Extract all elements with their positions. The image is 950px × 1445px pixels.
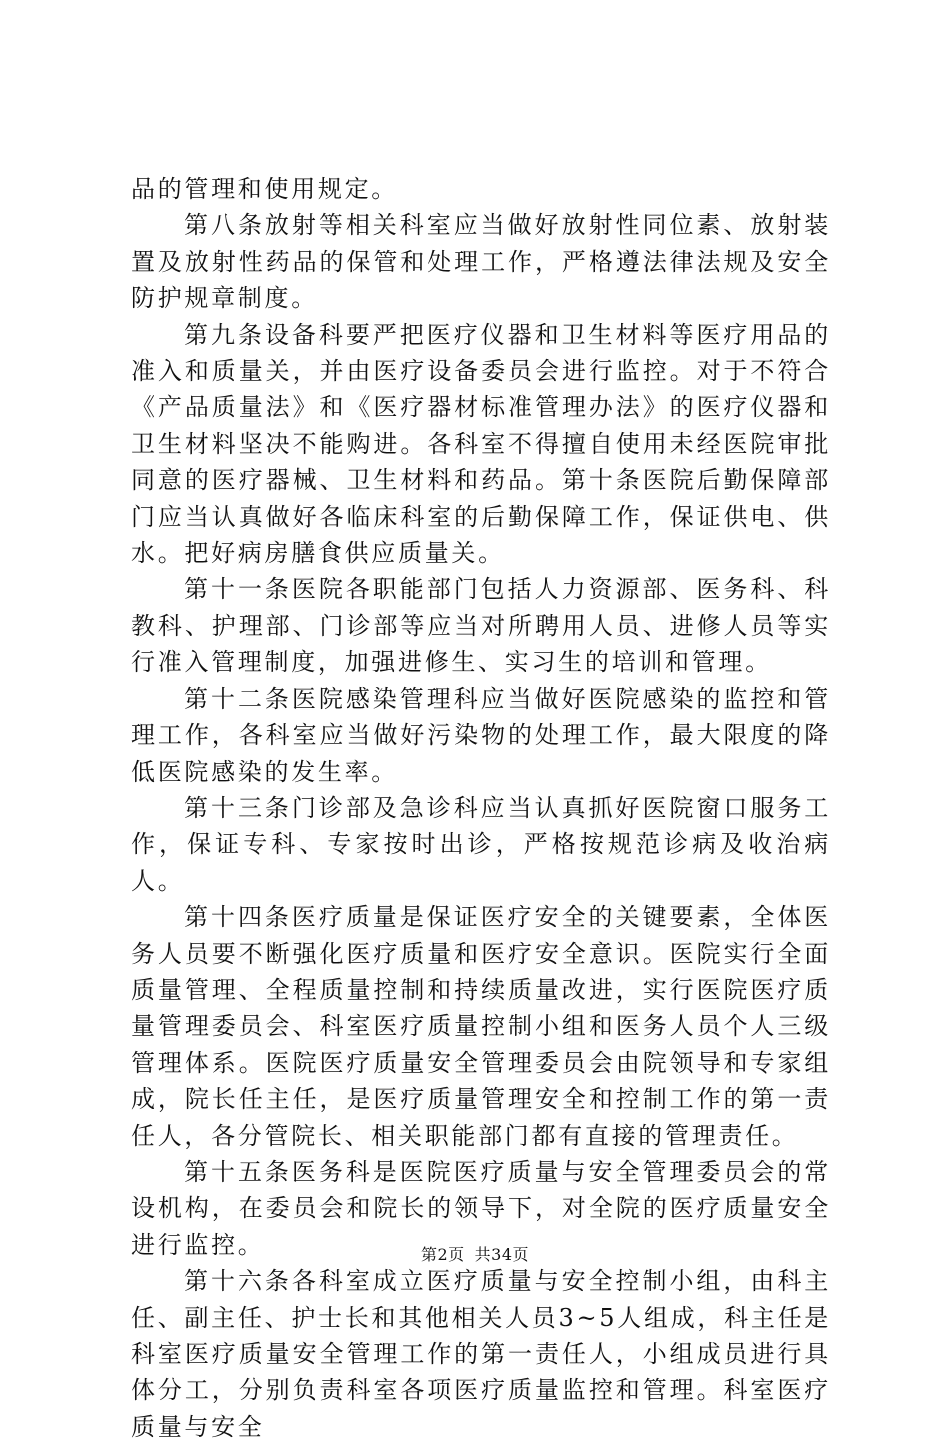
paragraph-article-13: 第十三条门诊部及急诊科应当认真抓好医院窗口服务工作，保证专科、专家按时出诊，严格按规范诊病及收治病人。 (131, 793, 831, 895)
page-number: 第2页 (420, 1245, 465, 1264)
page-footer (0, 1242, 950, 1265)
paragraph-article-9-10: 第九条设备科要严把医疗仪器和卫生材料等医疗用品的准入和质量关，并由医疗设备委员会进行监控。对于不符合《产品质量法》和《医疗器材标准管理办法》的医疗仪器和卫生材料坚决不能购进。各科室不得擅自使用未经医院审批同意的医疗器械、卫生材料和药品。第十条医院后勤保障部门应当认真做好各临床科室的后勤保障工作，保证供电、供水。把好病房膳食供应质量关。 (131, 320, 831, 568)
paragraph-article-14: 第十四条医疗质量是保证医疗安全的关键要素，全体医务人员要不断强化医疗质量和医疗安全意识。医院实行全面质量管理、全程质量控制和持续质量改进，实行医院医疗质量管理委员会、科室医疗质量控制小组和医务人员个人三级管理体系。医院医疗质量安全管理委员会由院领导和专家组成，院长任主任，是医疗质量管理安全和控制工作的第一责任人，各分管院长、相关职能部门都有直接的管理责任。 (131, 903, 831, 1150)
paragraph-article-16: 第十六条各科室成立医疗质量与安全控制小组，由科主任、副主任、护士长和其他相关人员3~5人组成，科主任是科室医疗质量安全管理工作的第一责任人，小组成员进行具体分工，分别负责科室各项医疗质量监控和管理。科室医疗质量与安全 (131, 1267, 831, 1441)
paragraph-article-15: 第十五条医务科是医院医疗质量与安全管理委员会的常设机构，在委员会和院长的领导下，对全院的医疗质量安全进行监控。 (131, 1157, 831, 1259)
paragraph-article-8: 第八条放射等相关科室应当做好放射性同位素、放射装置及放射性药品的保管和处理工作，严格遵法律法规及安全防护规章制度。 (131, 211, 831, 313)
paragraph-continuation: 品的管理和使用规定。 (131, 175, 398, 203)
paragraph-article-11: 第十一条医院各职能部门包括人力资源部、医务科、科教科、护理部、门诊部等应当对所聘用人员、进修人员等实行准入管理制度，加强进修生、实习生的培训和管理。 (131, 575, 831, 677)
total-pages: 共34页 (474, 1245, 530, 1264)
paragraph-article-12: 第十二条医院感染管理科应当做好医院感染的监控和管理工作，各科室应当做好污染物的处理工作，最大限度的降低医院感染的发生率。 (131, 684, 831, 786)
